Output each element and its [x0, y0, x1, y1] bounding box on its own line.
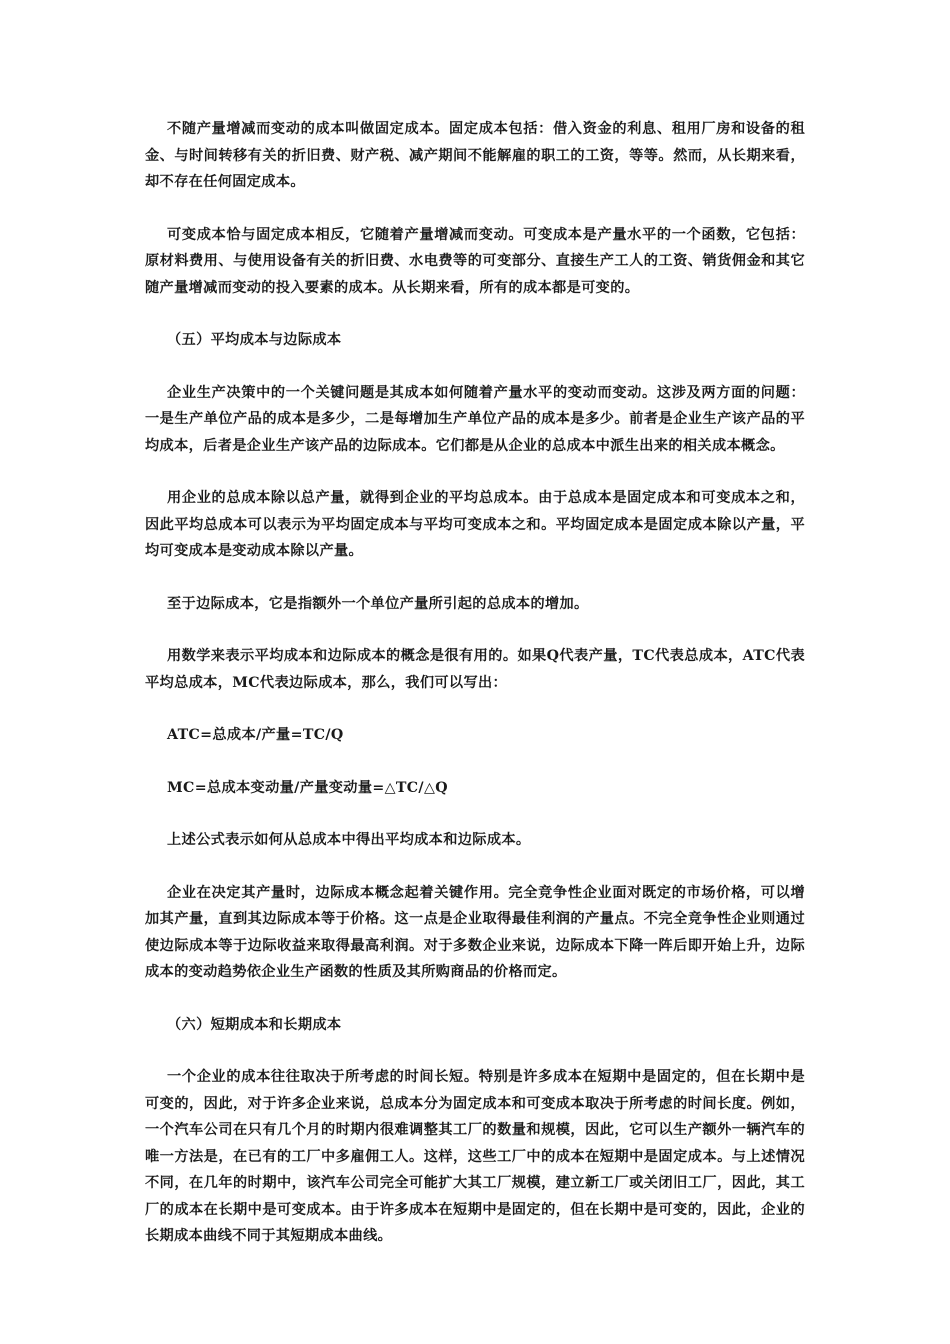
paragraph-math-notation: 用数学来表示平均成本和边际成本的概念是很有用的。如果Q代表产量，TC代表总成本，ATC代表平均总成本，MC代表边际成本，那么，我们可以写出： [145, 648, 805, 691]
section-heading-short-long-run-cost: （六）短期成本和长期成本 [167, 1016, 342, 1033]
document-page [145, 116, 805, 1276]
paragraph-output-decision: 企业在决定其产量时，边际成本概念起着关键作用。完全竞争性企业面对既定的市场价格，可以增加其产量，直到其边际成本等于价格。这一点是企业取得最佳利润的产量点。不完全竞争性企业则通过使边际成本等于边际收益来取得最高利润。对于多数企业来说，边际成本下降一阵后即开始上升，边际成本的变动趋势依企业生产函数的性质及其所购商品的价格而定。 [145, 884, 805, 980]
paragraph-key-question: 企业生产决策中的一个关键问题是其成本如何随着产量水平的变动而变动。这涉及两方面的问题：一是生产单位产品的成本是多少，二是每增加生产单位产品的成本是多少。前者是企业生产该产品的平均成本，后者是企业生产该产品的边际成本。它们都是从企业的总成本中派生出来的相关成本概念。 [145, 384, 805, 454]
formula-mc: MC=总成本变动量/产量变动量=△TC/△Q [167, 779, 448, 796]
paragraph-marginal-cost-definition: 至于边际成本，它是指额外一个单位产量所引起的总成本的增加。 [167, 595, 589, 612]
paragraph-fixed-cost: 不随产量增减而变动的成本叫做固定成本。固定成本包括：借入资金的利息、租用厂房和设备的租金、与时间转移有关的折旧费、财产税、减产期间不能解雇的职工的工资，等等。然而，从长期来看，却不存在任何固定成本。 [145, 121, 805, 190]
section-heading-average-marginal-cost: （五）平均成本与边际成本 [167, 332, 342, 348]
formula-atc: ATC=总成本/产量=TC/Q [167, 727, 344, 743]
paragraph-time-horizon: 一个企业的成本往往取决于所考虑的时间长短。特别是许多成本在短期中是固定的，但在长期中是可变的，因此，对于许多企业来说，总成本分为固定成本和可变成本取决于所考虑的时间长度。例如，一个汽车公司在只有几个月的时期内很难调整其工厂的数量和规模，因此，它可以生产额外一辆汽车的唯一方法是，在已有的工厂中多雇佣工人。这样，这些工厂中的成本在短期中是固定成本。与上述情况不同，在几年的时期中，该汽车公司完全可能扩大其工厂规模，建立新工厂或关闭旧工厂，因此，其工厂的成本在长期中是可变成本。由于许多成本在短期中是固定的，但在长期中是可变的，因此，企业的长期成本曲线不同于其短期成本曲线。 [145, 1069, 805, 1244]
paragraph-variable-cost: 可变成本恰与固定成本相反，它随着产量增减而变动。可变成本是产量水平的一个函数，它包括：原材料费用、与使用设备有关的折旧费、水电费等的可变部分、直接生产工人的工资、销货佣金和其它随产量增减而变动的投入要素的成本。从长期来看，所有的成本都是可变的。 [145, 226, 805, 296]
paragraph-average-total-cost: 用企业的总成本除以总产量，就得到企业的平均总成本。由于总成本是固定成本和可变成本之和，因此平均总成本可以表示为平均固定成本与平均可变成本之和。平均固定成本是固定成本除以产量，平均可变成本是变动成本除以产量。 [145, 490, 805, 559]
paragraph-formula-explanation: 上述公式表示如何从总成本中得出平均成本和边际成本。 [167, 832, 531, 848]
